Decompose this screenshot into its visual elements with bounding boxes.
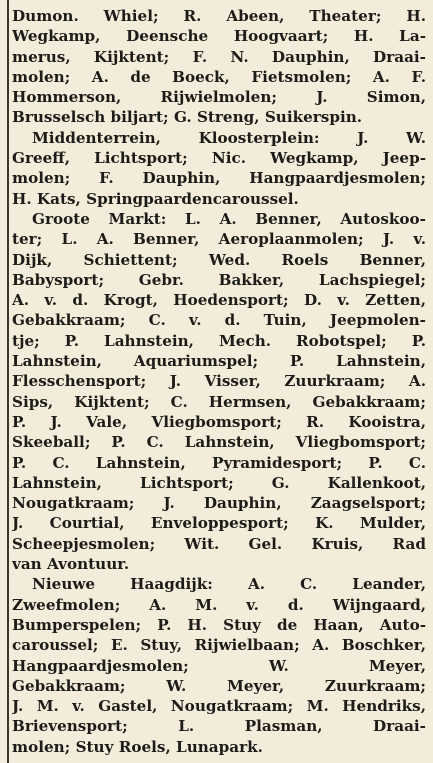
text-line: Babysport; Gebr. Bakker, Lachspiegel;: [12, 270, 426, 289]
text-line: Dumon. Whiel; R. Abeen, Theater; H.: [12, 7, 426, 25]
text-line: Lahnstein, Aquariumspel; P. Lahnstein,: [12, 352, 426, 371]
article-text: [12, 6, 426, 757]
text-line: ter; L. A. Benner, Aeroplaanmolen; J. v.: [12, 230, 426, 249]
text-line: Nieuwe Haagdijk: A. C. Leander,: [32, 575, 426, 594]
text-line: Zweefmolen; A. M. v. d. Wijngaard,: [12, 595, 426, 614]
text-line: tje; P. Lahnstein, Mech. Robotspel; P.: [12, 331, 426, 350]
paragraph-continuation: [12, 6, 426, 128]
text-line: Gebakkraam; C. v. d. Tuin, Jeepmolen-: [12, 311, 426, 330]
text-line: Bumperspelen; P. H. Stuy de Haan, Auto-: [12, 615, 426, 634]
text-line: Skeeball; P. C. Lahnstein, Vliegbomsport;: [12, 433, 426, 452]
text-line: A. v. d. Krogt, Hoedensport; D. v. Zetten,: [12, 291, 426, 310]
text-line: Nougatkraam; J. Dauphin, Zaagselsport;: [12, 494, 426, 513]
paragraph-nieuwe-haagdijk: [12, 574, 426, 757]
text-line: Dijk, Schiettent; Wed. Roels Benner,: [12, 250, 426, 269]
text-line: Greeff, Lichtsport; Nic. Wegkamp, Jeep-: [12, 149, 426, 168]
text-line: J. M. v. Gastel, Nougatkraam; M. Hendriks,: [12, 697, 426, 716]
text-line: van Avontuur.: [12, 555, 130, 574]
paragraph-groote-markt: [12, 209, 426, 574]
text-line: caroussel; E. Stuy, Rijwielbaan; A. Boschker,: [12, 636, 426, 655]
text-line: P. C. Lahnstein, Pyramidesport; P. C.: [12, 453, 426, 472]
text-line: J. Courtial, Enveloppesport; K. Mulder,: [12, 514, 426, 533]
text-line: Scheepjesmolen; Wit. Gel. Kruis, Rad: [12, 534, 426, 553]
text-line: molen; F. Dauphin, Hangpaardjesmolen;: [12, 169, 426, 188]
text-line: Hommerson, Rijwielmolen; J. Simon,: [12, 88, 426, 107]
text-line: Sips, Kijktent; C. Hermsen, Gebakkraam;: [12, 392, 426, 411]
text-line: Groote Markt: L. A. Benner, Autoskoo-: [32, 209, 426, 228]
text-line: Brievensport; L. Plasman, Draai-: [12, 717, 426, 736]
text-line: Middenterrein, Kloosterplein: J. W.: [32, 128, 426, 147]
column-rule: [7, 0, 9, 763]
text-line: molen; A. de Boeck, Fietsmolen; A. F.: [12, 67, 426, 86]
text-line: P. J. Vale, Vliegbomsport; R. Kooistra,: [12, 412, 426, 431]
text-line: merus, Kijktent; F. N. Dauphin, Draai-: [12, 47, 426, 66]
text-line: Lahnstein, Lichtsport; G. Kallenkoot,: [12, 473, 426, 492]
text-line: Hangpaardjesmolen; W. Meyer,: [12, 656, 426, 675]
text-line: Gebakkraam; W. Meyer, Zuurkraam;: [12, 676, 426, 695]
paragraph-middenterrein: [12, 128, 426, 209]
text-line: H. Kats, Springpaardencaroussel.: [12, 189, 299, 208]
text-line: molen; Stuy Roels, Lunapark.: [12, 737, 263, 756]
text-line: Wegkamp, Deensche Hoogvaart; H. La-: [12, 27, 426, 46]
text-line: Brusselsch biljart; G. Streng, Suikerspin.: [12, 108, 363, 127]
text-line: Flesschensport; J. Visser, Zuurkraam; A.: [12, 372, 426, 391]
